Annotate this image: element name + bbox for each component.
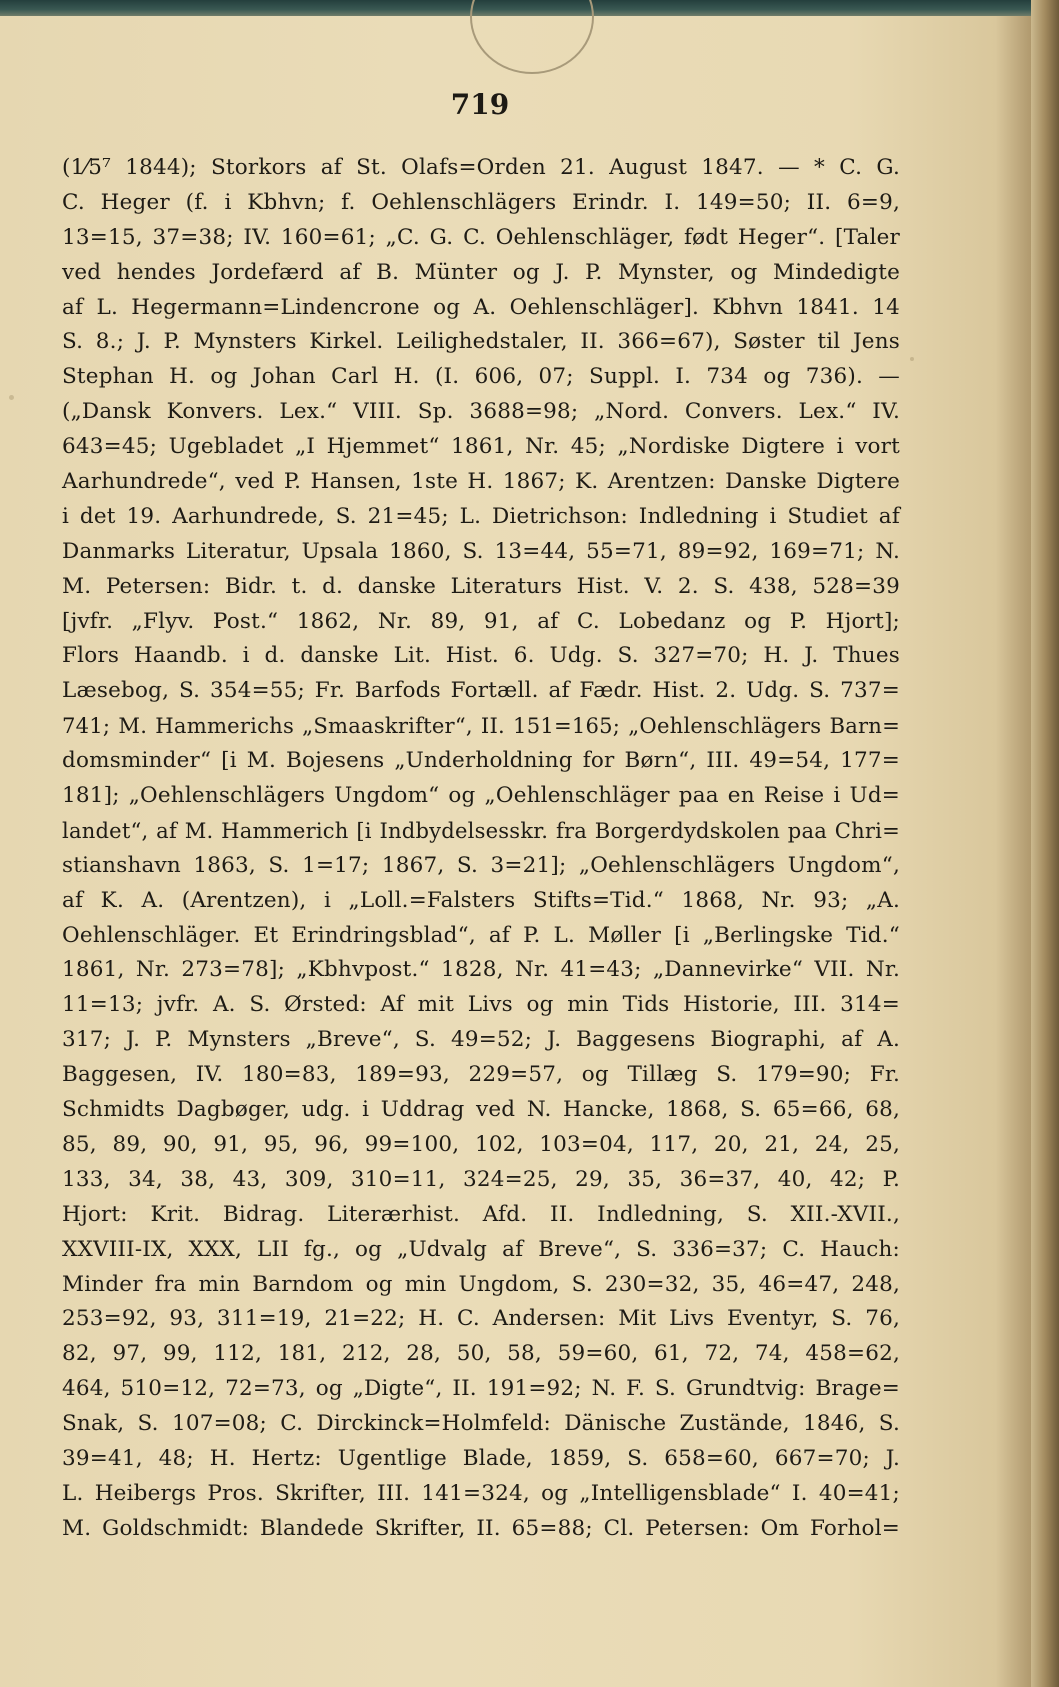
text-line: S. 8.; J. P. Mynsters Kirkel. Leilighedstaler, II. 366=67), Søster til Jens: [62, 329, 900, 355]
text-line: 464, 510=12, 72=73, og „Digte“, II. 191=92; N. F. S. Grundtvig: Brage=: [62, 1376, 900, 1402]
text-line: Aarhundrede“, ved P. Hansen, 1ste H. 1867; K. Arentzen: Danske Digtere: [62, 469, 900, 495]
text-line: Baggesen, IV. 180=83, 189=93, 229=57, og Tillæg S. 179=90; Fr.: [62, 1062, 900, 1088]
text-line: 13=15, 37=38; IV. 160=61; „C. G. C. Oehlenschläger, født Heger“. [Taler: [62, 224, 900, 250]
text-line: L. Heibergs Pros. Skrifter, III. 141=324, og „Intelligensblade“ I. 40=41;: [62, 1480, 900, 1506]
page-notch: [470, 0, 594, 74]
paper-spot: [910, 357, 914, 361]
text-line: Hjort: Krit. Bidrag. Literærhist. Afd. II. Indledning, S. XII.-XVII.,: [62, 1201, 900, 1227]
text-line: M. Goldschmidt: Blandede Skrifter, II. 65=88; Cl. Petersen: Om Forhol=: [62, 1515, 900, 1541]
text-line: stianshavn 1863, S. 1=17; 1867, S. 3=21]; „Oehlenschlägers Ungdom“,: [62, 852, 900, 878]
text-line: Flors Haandb. i d. danske Lit. Hist. 6. Udg. S. 327=70; H. J. Thues: [62, 643, 900, 669]
text-line: M. Petersen: Bidr. t. d. danske Literaturs Hist. V. 2. S. 438, 528=39: [62, 573, 900, 599]
text-line: Oehlenschläger. Et Erindringsblad“, af P. L. Møller [i „Berlingske Tid.“: [62, 922, 900, 948]
body-text: [62, 151, 900, 1547]
text-line: [jvfr. „Flyv. Post.“ 1862, Nr. 89, 91, af C. Lobedanz og P. Hjort];: [62, 608, 900, 634]
text-line: 643=45; Ugebladet „I Hjemmet“ 1861, Nr. 45; „Nordiske Digtere i vort: [62, 434, 900, 460]
text-line: („Dansk Konvers. Lex.“ VIII. Sp. 3688=98; „Nord. Convers. Lex.“ IV.: [62, 399, 900, 425]
text-line: 85, 89, 90, 91, 95, 96, 99=100, 102, 103=04, 117, 20, 21, 24, 25,: [62, 1131, 900, 1157]
text-line: XXVIII-IX, XXX, LII fg., og „Udvalg af Breve“, S. 336=37; C. Hauch:: [62, 1236, 900, 1262]
text-line: 11=13; jvfr. A. S. Ørsted: Af mit Livs og min Tids Historie, III. 314=: [62, 992, 900, 1018]
paper-spot: [9, 395, 14, 400]
text-line: Stephan H. og Johan Carl H. (I. 606, 07; Suppl. I. 734 og 736). —: [62, 364, 900, 390]
text-line: 253=92, 93, 311=19, 21=22; H. C. Andersen: Mit Livs Eventyr, S. 76,: [62, 1306, 900, 1332]
text-line: Schmidts Dagbøger, udg. i Uddrag ved N. Hancke, 1868, S. 65=66, 68,: [62, 1097, 900, 1123]
text-line: 133, 34, 38, 43, 309, 310=11, 324=25, 29, 35, 36=37, 40, 42; P.: [62, 1166, 900, 1192]
text-line: C. Heger (f. i Kbhvn; f. Oehlenschlägers Erindr. I. 149=50; II. 6=9,: [62, 189, 900, 215]
text-line: 39=41, 48; H. Hertz: Ugentlige Blade, 1859, S. 658=60, 667=70; J.: [62, 1445, 900, 1471]
text-line: af L. Hegermann=Lindencrone og A. Oehlenschläger]. Kbhvn 1841. 14: [62, 294, 900, 320]
text-line: 82, 97, 99, 112, 181, 212, 28, 50, 58, 59=60, 61, 72, 74, 458=62,: [62, 1341, 900, 1367]
text-line: Minder fra min Barndom og min Ungdom, S. 230=32, 35, 46=47, 248,: [62, 1271, 900, 1297]
text-line: (1⁄5⁷ 1844); Storkors af St. Olafs=Orden 21. August 1847. — * C. G.: [62, 155, 900, 180]
text-line: i det 19. Aarhundrede, S. 21=45; L. Dietrichson: Indledning i Studiet af: [62, 503, 900, 529]
text-line: Snak, S. 107=08; C. Dirckinck=Holmfeld: Dänische Zustände, 1846, S.: [62, 1411, 900, 1437]
text-line: landet“, af M. Hammerich [i Indbydelsesskr. fra Borgerdydskolen paa Chri=: [62, 817, 900, 843]
text-line: af K. A. (Arentzen), i „Loll.=Falsters Stifts=Tid.“ 1868, Nr. 93; „A.: [62, 887, 900, 913]
book-binding-edge: [1031, 0, 1059, 1687]
text-line: 1861, Nr. 273=78]; „Kbhvpost.“ 1828, Nr. 41=43; „Dannevirke“ VII. Nr.: [62, 957, 900, 983]
text-line: ved hendes Jordefærd af B. Münter og J. P. Mynster, og Mindedigte: [62, 259, 900, 285]
text-line: Danmarks Literatur, Upsala 1860, S. 13=44, 55=71, 89=92, 169=71; N.: [62, 538, 900, 564]
text-line: 317; J. P. Mynsters „Breve“, S. 49=52; J. Baggesens Biographi, af A.: [62, 1027, 900, 1053]
text-line: domsminder“ [i M. Bojesens „Underholdning for Børn“, III. 49=54, 177=: [62, 748, 900, 774]
text-line: 181]; „Oehlenschlägers Ungdom“ og „Oehlenschläger paa en Reise i Ud=: [62, 783, 900, 809]
text-line: 741; M. Hammerichs „Smaaskrifter“, II. 151=165; „Oehlenschlägers Barn=: [62, 713, 900, 739]
page-number: 719: [450, 88, 510, 121]
text-line: Læsebog, S. 354=55; Fr. Barfods Fortæll. af Fædr. Hist. 2. Udg. S. 737=: [62, 678, 900, 704]
